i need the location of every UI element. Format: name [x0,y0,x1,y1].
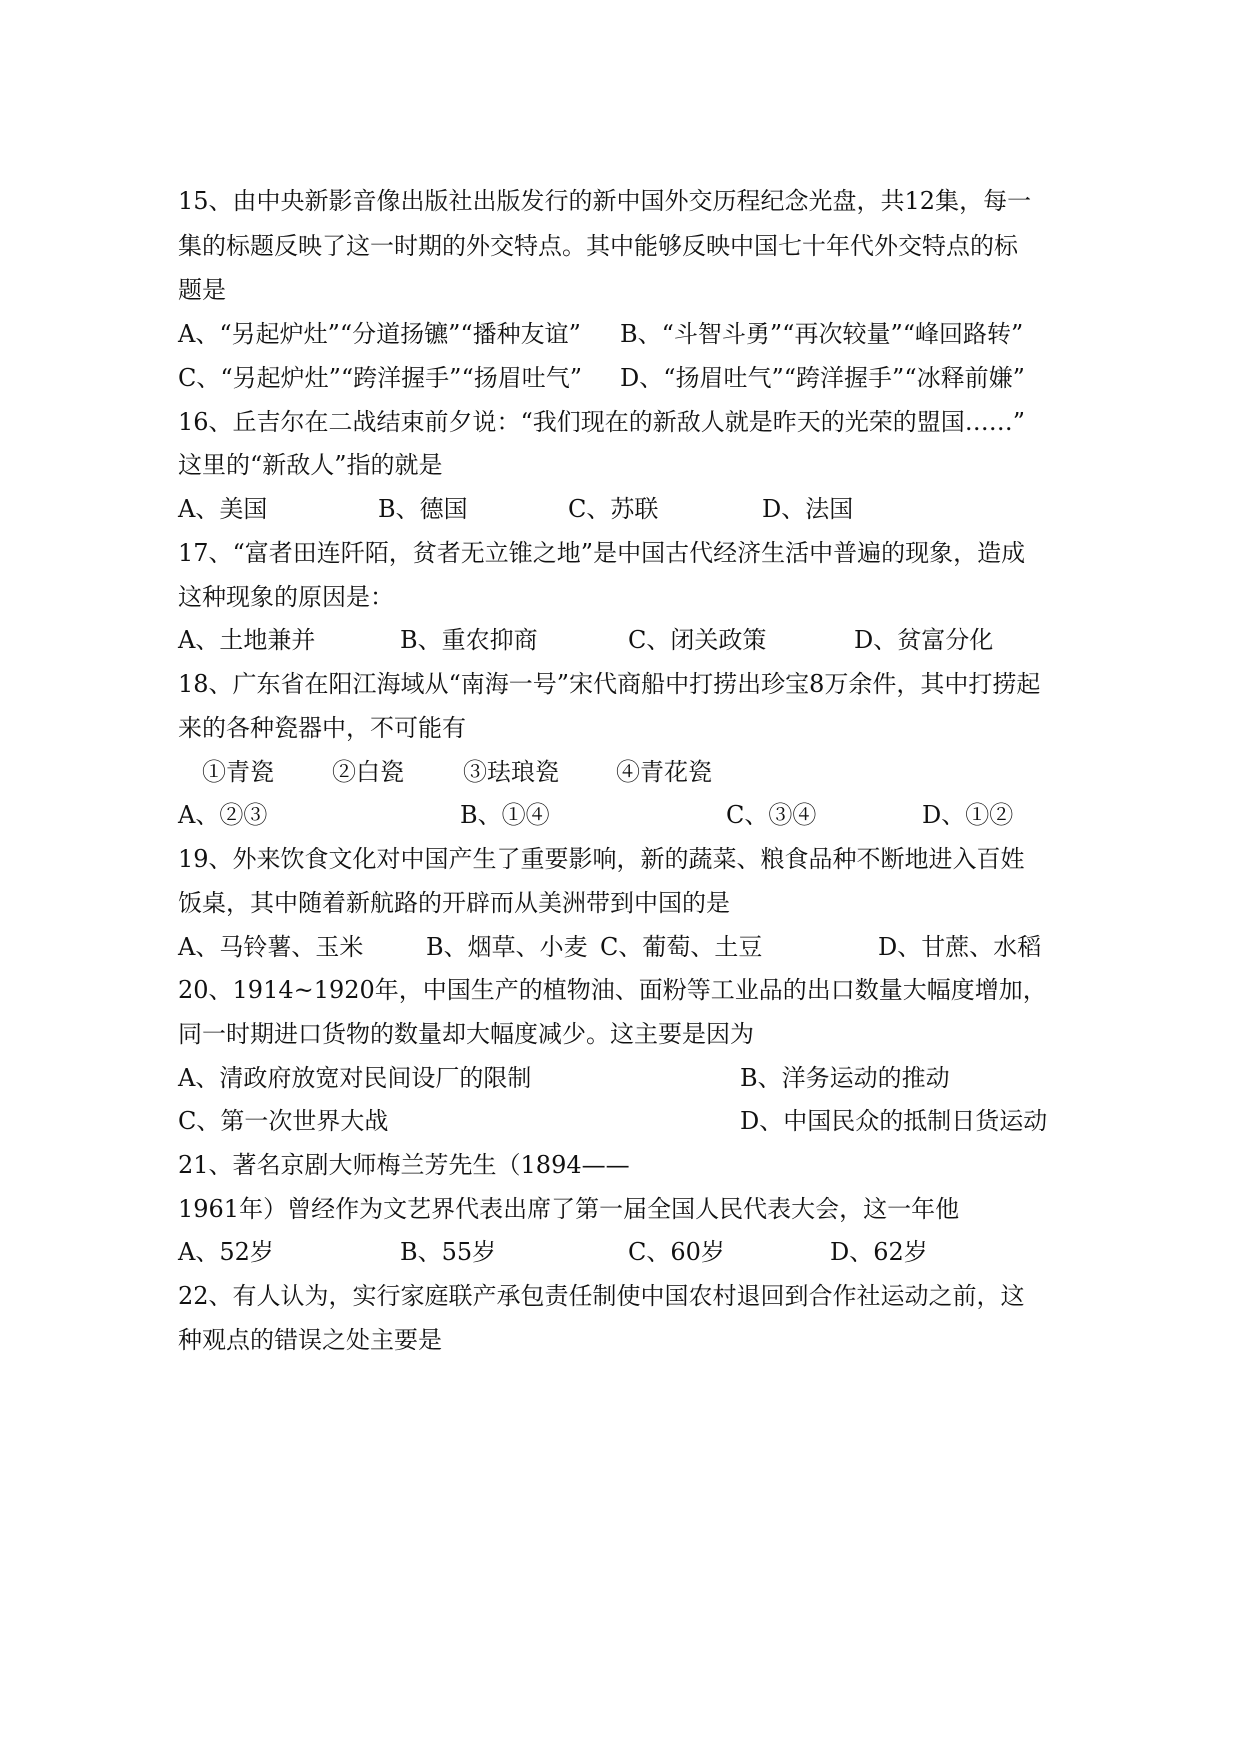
q21-stem-line-2: 1961年）曾经作为文艺界代表出席了第一届全国人民代表大会，这一年他 [178,1195,960,1223]
q20-options-row-1 [178,1063,1078,1093]
q15-stem-line-1: 15、由中央新影音像出版社出版发行的新中国外交历程纪念光盘，共12集，每一 [178,187,1032,215]
q15-stem-line-3: 题是 [178,276,226,304]
q18-option-c: C、③④ [726,801,817,829]
q16-option-a: A、美国 [178,495,268,523]
q16-option-c: C、苏联 [568,495,659,523]
q18-item-4: ④青花瓷 [616,758,712,786]
q21-option-a: A、52岁 [178,1238,274,1266]
q21-option-b: B、55岁 [400,1238,497,1266]
q18-items-row [178,757,1078,787]
q18-stem-line-1: 18、广东省在阳江海域从“南海一号”宋代商船中打捞出珍宝8万余件，其中打捞起 [178,670,1041,698]
q17-options-row [178,625,1078,655]
q20-option-d: D、中国民众的抵制日货运动 [740,1107,1048,1135]
q20-option-a: A、清政府放宽对民间设厂的限制 [178,1064,532,1092]
q18-option-b: B、①④ [460,801,550,829]
q19-option-b: B、烟草、小麦 [426,933,588,961]
q18-item-1: ①青瓷 [202,758,274,786]
q20-stem-line-2: 同一时期进口货物的数量却大幅度减少。这主要是因为 [178,1020,754,1048]
q17-option-d: D、贫富分化 [854,626,994,654]
q19-option-c: C、葡萄、土豆 [600,933,763,961]
q20-options-row-2 [178,1106,1078,1136]
q18-options-row [178,800,1078,830]
q20-option-c: C、第一次世界大战 [178,1107,389,1135]
q19-stem-line-2: 饭桌，其中随着新航路的开辟而从美洲带到中国的是 [178,889,730,917]
q21-option-c: C、60岁 [628,1238,725,1266]
q19-stem-line-1: 19、外来饮食文化对中国产生了重要影响，新的蔬菜、粮食品种不断地进入百姓 [178,845,1025,873]
q20-stem-line-1: 20、1914~1920年，中国生产的植物油、面粉等工业品的出口数量大幅度增加， [178,976,1047,1004]
q21-options-row [178,1237,1078,1267]
q21-stem-line-1: 21、著名京剧大师梅兰芳先生（1894—— [178,1151,630,1179]
q18-item-3: ③珐琅瓷 [463,758,559,786]
q16-stem-line-2: 这里的“新敌人”指的就是 [178,451,443,479]
q17-option-c: C、闭关政策 [628,626,767,654]
q15-options-row-1 [178,319,1078,349]
q18-item-2: ②白瓷 [332,758,404,786]
q15-option-d: D、“扬眉吐气”“跨洋握手”“冰释前嫌” [620,364,1025,392]
q15-stem-line-2: 集的标题反映了这一时期的外交特点。其中能够反映中国七十年代外交特点的标 [178,232,1018,260]
q17-option-a: A、土地兼并 [178,626,316,654]
q19-options-row [178,932,1078,962]
q22-stem-line-2: 种观点的错误之处主要是 [178,1326,442,1354]
q16-stem-line-1: 16、丘吉尔在二战结束前夕说：“我们现在的新敌人就是昨天的光荣的盟国……” [178,408,1026,436]
q17-stem-line-1: 17、“富者田连阡陌，贫者无立锥之地”是中国古代经济生活中普遍的现象，造成 [178,539,1026,567]
q18-option-d: D、①② [922,801,1014,829]
q18-stem-line-2: 来的各种瓷器中，不可能有 [178,714,466,742]
q22-stem-line-1: 22、有人认为，实行家庭联产承包责任制使中国农村退回到合作社运动之前，这 [178,1282,1025,1310]
q20-option-b: B、洋务运动的推动 [740,1064,950,1092]
q19-option-d: D、甘蔗、水稻 [878,933,1042,961]
q15-options-row-2 [178,363,1078,393]
q16-options-row [178,494,1078,524]
q15-option-a: A、“另起炉灶”“分道扬镳”“播种友谊” [178,320,581,348]
q17-stem-line-2: 这种现象的原因是： [178,583,394,611]
q21-option-d: D、62岁 [830,1238,928,1266]
q19-option-a: A、马铃薯、玉米 [178,933,364,961]
q16-option-b: B、德国 [378,495,468,523]
q16-option-d: D、法国 [762,495,854,523]
q15-option-c: C、“另起炉灶”“跨洋握手”“扬眉吐气” [178,364,582,392]
q18-option-a: A、②③ [178,801,268,829]
q15-option-b: B、“斗智斗勇”“再次较量”“峰回路转” [620,320,1024,348]
q17-option-b: B、重农抑商 [400,626,538,654]
